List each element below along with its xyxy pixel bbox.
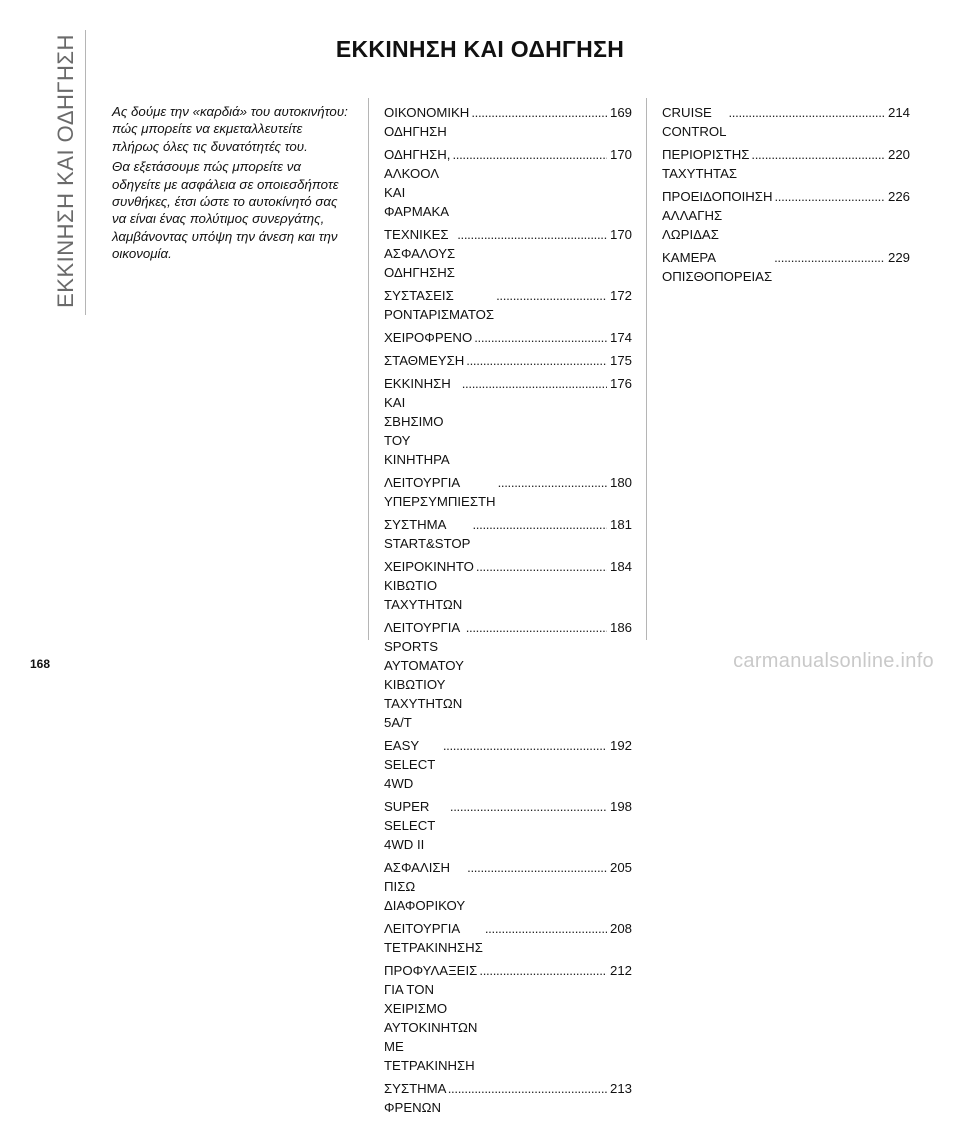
toc-entry-title: EASY SELECT 4WD (384, 738, 436, 791)
toc-entry-title: SUPER SELECT 4WD II (384, 799, 436, 852)
page-title: ΕΚΚΙΝΗΣΗ ΚΑΙ ΟΔΗΓΗΣΗ (335, 36, 625, 62)
toc-entry-title: ΠΕΡΙΟΡΙΣΤΗΣ ΤΑΧΥΤΗΤΑΣ (662, 147, 750, 181)
toc-entry[interactable] (384, 858, 632, 915)
toc-entry-title: ΠΡΟΕΙΔΟΠΟΙΗΣΗ ΑΛΛΑΓΗΣ ΛΩΡΙΔΑΣ (662, 189, 773, 242)
toc-column-2 (662, 103, 910, 290)
toc-leader-dots (467, 858, 607, 877)
toc-leader-dots (751, 145, 885, 164)
toc-entry[interactable] (384, 103, 632, 141)
toc-leader-dots (474, 328, 607, 347)
intro-text (112, 103, 352, 266)
side-divider (85, 30, 86, 315)
watermark: carmanualsonline.info (733, 650, 934, 672)
toc-entry-page: 184 (609, 559, 632, 574)
toc-leader-dots (457, 225, 607, 244)
toc-entry[interactable] (384, 736, 632, 793)
toc-entry[interactable] (384, 557, 632, 614)
toc-entry-title: ΣΥΣΤΗΜΑ ΦΡΕΝΩΝ (384, 1081, 446, 1115)
toc-leader-dots (443, 736, 607, 755)
toc-entry[interactable] (384, 145, 632, 221)
toc-leader-dots (448, 1079, 607, 1098)
toc-leader-dots (450, 797, 607, 816)
toc-entry[interactable] (384, 618, 632, 732)
toc-leader-dots (485, 919, 607, 938)
toc-entry[interactable] (384, 225, 632, 282)
toc-entry[interactable] (384, 797, 632, 854)
toc-entry-page: 198 (609, 799, 632, 814)
toc-entry[interactable] (384, 374, 632, 469)
toc-leader-dots (498, 473, 607, 492)
toc-entry-page: 170 (609, 227, 632, 242)
toc-entry-page: 169 (609, 105, 632, 120)
toc-entry[interactable] (662, 103, 910, 141)
toc-entry-title: ΚΑΜΕΡΑ ΟΠΙΣΘΟΠΟΡΕΙΑΣ (662, 250, 773, 284)
toc-entry-title: ΛΕΙΤΟΥΡΓΙΑ SPORTS ΑΥΤΟΜΑΤΟΥ ΚΙΒΩΤΙΟΥ ΤΑΧΥΤΗΤΩΝ 5A/T (384, 620, 464, 730)
column-divider (368, 98, 369, 640)
toc-entry-page: 208 (609, 921, 632, 936)
toc-entry-page: 172 (609, 288, 632, 303)
toc-entry-page: 214 (887, 105, 910, 120)
toc-entry-title: ΣΥΣΤΗΜΑ START&STOP (384, 517, 471, 551)
toc-entry-page: 181 (609, 517, 632, 532)
toc-entry-page: 180 (609, 475, 632, 490)
toc-leader-dots (462, 374, 607, 393)
toc-entry[interactable] (662, 145, 910, 183)
toc-entry-page: 212 (609, 963, 632, 978)
toc-column-1 (384, 103, 632, 1121)
toc-entry-title: ΣΤΑΘΜΕΥΣΗ (384, 353, 465, 368)
toc-leader-dots (452, 145, 607, 164)
toc-entry[interactable] (384, 515, 632, 553)
toc-entry-page: 175 (609, 353, 632, 368)
page-number: 168 (30, 657, 51, 671)
toc-leader-dots (479, 961, 607, 980)
toc-entry-page: 226 (887, 189, 910, 204)
toc-leader-dots (466, 351, 607, 370)
toc-entry[interactable] (384, 328, 632, 347)
toc-entry-page: 213 (609, 1081, 632, 1096)
chapter-side-tab-label: ΕΚΚΙΝΗΣΗ ΚΑΙ ΟΔΗΓΗΣΗ (53, 33, 78, 308)
toc-entry-title: ΟΔΗΓΗΣΗ, ΑΛΚΟΟΛ ΚΑΙ ΦΑΡΜΑΚΑ (384, 147, 451, 219)
toc-entry[interactable] (384, 473, 632, 511)
toc-entry-title: ΧΕΙΡΟΦΡΕΝΟ (384, 330, 473, 345)
toc-leader-dots (472, 515, 607, 534)
toc-entry-page: 192 (609, 738, 632, 753)
toc-entry-title: ΠΡΟΦΥΛΑΞΕΙΣ ΓΙΑ ΤΟΝ ΧΕΙΡΙΣΜΟ ΑΥΤΟΚΙΝΗΤΩΝ ΜΕ ΤΕΤΡΑΚΙΝΗΣΗ (384, 963, 478, 1073)
toc-entry-title: ΤΕΧΝΙΚΕΣ ΑΣΦΑΛΟΥΣ ΟΔΗΓΗΣΗΣ (384, 227, 456, 280)
toc-entry-page: 229 (887, 250, 910, 265)
column-divider (646, 98, 647, 640)
toc-leader-dots (774, 248, 885, 267)
toc-entry[interactable] (662, 248, 910, 286)
toc-entry-title: ΛΕΙΤΟΥΡΓΙΑ ΥΠΕΡΣΥΜΠΙΕΣΤΗ (384, 475, 496, 509)
toc-entry-title: ΕΚΚΙΝΗΣΗ ΚΑΙ ΣΒΗΣΙΜΟ ΤΟΥ ΚΙΝΗΤΗΡΑ (384, 376, 451, 467)
toc-entry-page: 205 (609, 860, 632, 875)
toc-entry[interactable] (384, 919, 632, 957)
toc-entry-title: CRUISE CONTROL (662, 105, 727, 139)
toc-entry[interactable] (384, 286, 632, 324)
toc-entry-title: ΟΙΚΟΝΟΜΙΚΗ ΟΔΗΓΗΣΗ (384, 105, 470, 139)
toc-entry[interactable] (662, 187, 910, 244)
toc-leader-dots (466, 618, 607, 637)
toc-entry-title: ΛΕΙΤΟΥΡΓΙΑ ΤΕΤΡΑΚΙΝΗΣΗΣ (384, 921, 483, 955)
intro-paragraph: Ας δούμε την «καρδιά» του αυτοκινήτου: πώς μπορείτε να εκμεταλλευτείτε πλήρως όλες τις δυνατότητές του. (112, 104, 348, 154)
toc-entry-page: 176 (609, 376, 632, 391)
toc-entry-title: ΣΥΣΤΑΣΕΙΣ ΡΟΝΤΑΡΙΣΜΑΤΟΣ (384, 288, 495, 322)
toc-entry[interactable] (384, 351, 632, 370)
toc-leader-dots (496, 286, 607, 305)
toc-entry[interactable] (384, 961, 632, 1075)
toc-entry-title: ΧΕΙΡΟΚΙΝΗΤΟ ΚΙΒΩΤΙΟ ΤΑΧΥΤΗΤΩΝ (384, 559, 474, 612)
toc-leader-dots (476, 557, 607, 576)
toc-leader-dots (728, 103, 885, 122)
toc-entry-page: 186 (609, 620, 632, 635)
chapter-side-tab (52, 28, 80, 313)
toc-entry-page: 170 (609, 147, 632, 162)
toc-leader-dots (471, 103, 607, 122)
intro-paragraph: Θα εξετάσουμε πώς μπορείτε να οδηγείτε με ασφάλεια σε οποιεσδήποτε συνθήκες, έτσι ώστε το αυτοκίνητό σας να είναι ένας πολύτιμος συνεργάτης, λαμβάνοντας υπόψη την άνεση και την οικονομία. (112, 159, 339, 262)
toc-entry[interactable] (384, 1079, 632, 1117)
toc-entry-page: 174 (609, 330, 632, 345)
toc-entry-title: ΑΣΦΑΛΙΣΗ ΠΙΣΩ ΔΙΑΦΟΡΙΚΟΥ (384, 860, 466, 913)
toc-entry-page: 220 (887, 147, 910, 162)
toc-leader-dots (774, 187, 885, 206)
